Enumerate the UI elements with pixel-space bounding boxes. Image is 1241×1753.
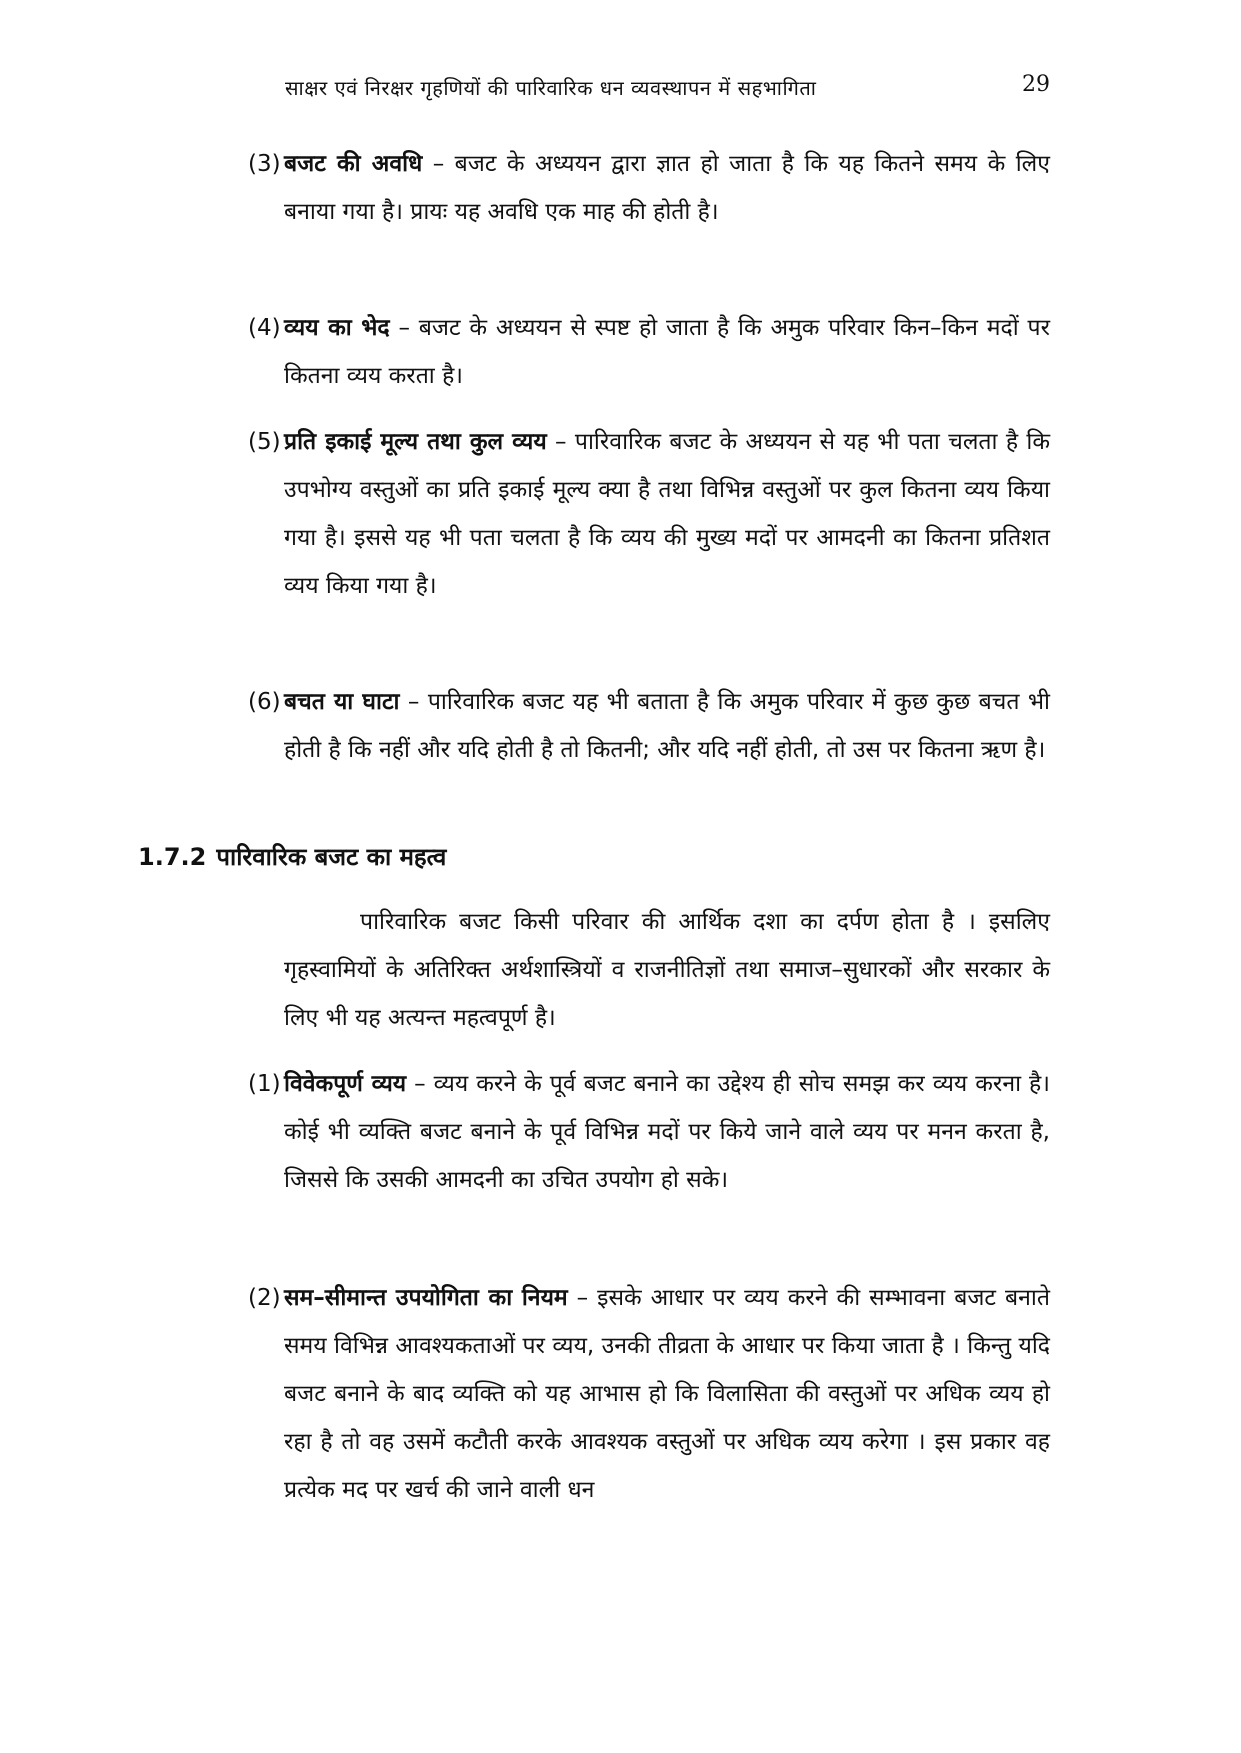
list-item-unit-price-total — [248, 418, 1050, 610]
list-item-number: (5) — [248, 429, 281, 455]
list-item-text: – पारिवारिक बजट के अध्ययन से यह भी पता चलता है कि उपभोग्य वस्तुओं का प्रति इकाई मूल्य क्या है तथा विभिन्न वस्तुओं पर कुल कितना व्यय किया गया है। इससे यह भी पता चलता है कि व्यय की मुख्य मदों पर आमदनी का कितना प्रतिशत व्यय किया गया है। — [284, 429, 1051, 599]
running-header-title: साक्षर एवं निरक्षर गृहणियों की पारिवारिक धन व्यवस्थापन में सहभागिता — [285, 76, 817, 100]
list-item-number: (3) — [248, 151, 281, 177]
section-intro-paragraph: पारिवारिक बजट किसी परिवार की आर्थिक दशा का दर्पण होता है । इसलिए गृहस्वामियों के अतिरिक्त अर्थशास्त्रियों व राजनीतिज्ञों तथा समाज–सुधारकों और सरकार के लिए भी यह अत्यन्त महत्वपूर्ण है। — [284, 909, 1050, 1031]
section-title: पारिवारिक बजट का महत्व — [216, 843, 447, 871]
list-item-term: सम–सीमान्त उपयोगिता का नियम — [284, 1285, 568, 1311]
list-item-term: व्यय का भेद — [284, 315, 390, 341]
list-item-term: बचत या घाटा — [284, 689, 400, 715]
list-item-number: (6) — [248, 689, 281, 715]
list-item-budget-period — [248, 140, 1050, 236]
list-item-equi-marginal-utility — [248, 1274, 1050, 1514]
list-item-text: – बजट के अध्ययन से स्पष्ट हो जाता है कि अमुक परिवार किन–किन मदों पर कितना व्यय करता है। — [284, 315, 1050, 389]
list-item-term: बजट की अवधि — [284, 151, 423, 177]
list-item-text: – बजट के अध्ययन द्वारा ज्ञात हो जाता है कि यह कितने समय के लिए बनाया गया है। प्रायः यह अवधि एक माह की होती है। — [284, 151, 1050, 225]
section-heading — [138, 840, 446, 874]
page-number: 29 — [1022, 72, 1050, 97]
list-item-expense-types — [248, 304, 1050, 400]
list-item-text: – इसके आधार पर व्यय करने की सम्भावना बजट बनाते समय विभिन्न आवश्यकताओं पर व्यय, उनकी तीव्रता के आधार पर किया जाता है । किन्तु यदि बजट बनाने के बाद व्यक्ति को यह आभास हो कि विलासिता की वस्तुओं पर अधिक व्यय हो रहा है तो वह उसमें कटौती करके आवश्यक वस्तुओं पर अधिक व्यय करेगा । इस प्रकार वह प्रत्येक मद पर खर्च की जाने वाली धन — [284, 1285, 1050, 1503]
list-item-term: प्रति इकाई मूल्य तथा कुल व्यय — [284, 429, 547, 455]
list-item-number: (2) — [248, 1285, 281, 1311]
list-item-prudent-expenditure — [248, 1060, 1050, 1204]
list-item-number: (4) — [248, 315, 281, 341]
list-item-savings-deficit — [248, 678, 1050, 774]
list-item-text: – व्यय करने के पूर्व बजट बनाने का उद्देश्य ही सोच समझ कर व्यय करना है। कोई भी व्यक्ति बजट बनाने के पूर्व विभिन्न मदों पर किये जाने वाले व्यय पर मनन करता है, जिससे कि उसकी आमदनी का उचित उपयोग हो सके। — [284, 1071, 1050, 1193]
list-item-number: (1) — [248, 1071, 281, 1097]
section-number: 1.7.2 — [138, 843, 207, 871]
list-item-text: – पारिवारिक बजट यह भी बताता है कि अमुक परिवार में कुछ कुछ बचत भी होती है कि नहीं और यदि होती है तो कितनी; और यदि नहीं होती, तो उस पर कितना ऋण है। — [284, 689, 1050, 763]
list-item-term: विवेकपूर्ण व्यय — [284, 1071, 407, 1097]
